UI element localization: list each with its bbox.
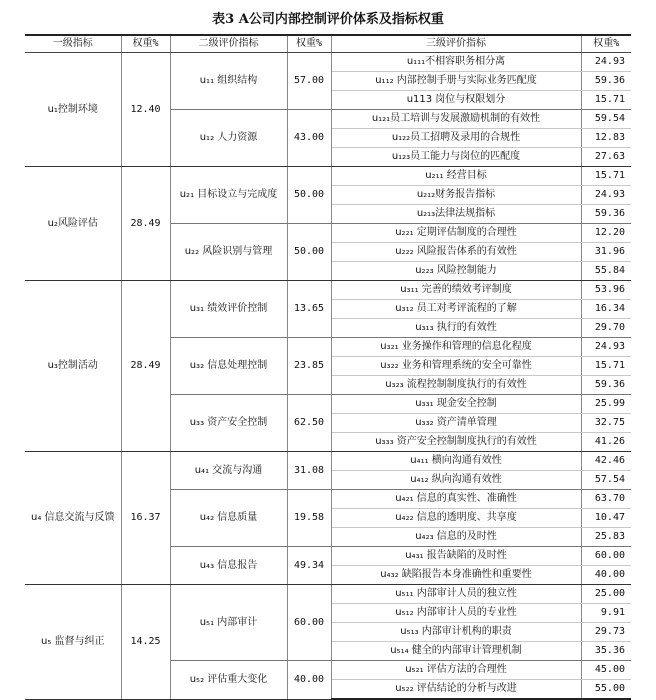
level3-indicator: u₃₂₂ 业务和管理系统的安全可靠性 [331,357,581,376]
level2-indicator: u₅₁ 内部审计 [170,585,287,661]
level1-weight: 14.25 [121,585,170,700]
level3-weight: 9.91 [581,604,631,623]
level2-indicator: u₃₁ 绩效评价控制 [170,281,287,338]
level3-indicator: u₄₂₃ 信息的及时性 [331,528,581,547]
level3-weight: 10.47 [581,509,631,528]
level3-weight: 24.93 [581,53,631,72]
level3-weight: 15.71 [581,91,631,110]
level3-indicator: u₃₁₁ 完善的绩效考评制度 [331,281,581,300]
indicator-weight-table [25,34,631,700]
level2-indicator: u₂₁ 目标设立与完成度 [170,167,287,224]
level3-indicator: u₄₂₂ 信息的透明度、共享度 [331,509,581,528]
level1-indicator: u₂风险评估 [25,167,121,281]
level3-indicator: u₁₂₁员工培训与发展激励机制的有效性 [331,110,581,129]
level3-weight: 60.00 [581,547,631,566]
level2-weight: 49.34 [287,547,331,585]
table-row [25,281,631,300]
level3-weight: 15.71 [581,357,631,376]
level3-weight: 32.75 [581,414,631,433]
level2-weight: 57.00 [287,53,331,110]
level3-indicator: u₃₁₂ 员工对考评流程的了解 [331,300,581,319]
level3-indicator: u113 岗位与权限划分 [331,91,581,110]
level3-weight: 24.93 [581,186,631,205]
level3-weight: 35.36 [581,642,631,661]
level3-weight: 45.00 [581,661,631,680]
level3-weight: 25.99 [581,395,631,414]
header-level2: 二级评价指标 [170,35,287,53]
level3-weight: 29.73 [581,623,631,642]
level3-weight: 25.00 [581,585,631,604]
level3-indicator: u₂₂₂ 风险报告体系的有效性 [331,243,581,262]
level3-weight: 12.83 [581,129,631,148]
level1-indicator: u₁控制环境 [25,53,121,167]
level1-weight: 28.49 [121,281,170,452]
level2-weight: 50.00 [287,224,331,281]
level3-weight: 31.96 [581,243,631,262]
level2-weight: 13.65 [287,281,331,338]
level3-indicator: u₄₃₁ 报告缺陷的及时性 [331,547,581,566]
level3-indicator: u₂₁₃法律法规指标 [331,205,581,224]
level3-indicator: u₃₂₃ 流程控制制度执行的有效性 [331,376,581,395]
level3-indicator: u₂₁₁ 经营目标 [331,167,581,186]
level2-weight: 19.58 [287,490,331,547]
level1-indicator: u₄ 信息交流与反馈 [25,452,121,585]
table-row [25,167,631,186]
header-weight3: 权重% [581,35,631,53]
level2-indicator: u₄₁ 交流与沟通 [170,452,287,490]
level3-weight: 41.26 [581,433,631,452]
level2-indicator: u₁₂ 人力资源 [170,110,287,167]
level3-indicator: u₃₂₁ 业务操作和管理的信息化程度 [331,338,581,357]
level2-indicator: u₃₂ 信息处理控制 [170,338,287,395]
level2-weight: 60.00 [287,585,331,661]
level3-indicator: u₁₂₂员工招聘及录用的合规性 [331,129,581,148]
table-title: 表3 A公司内部控制评价体系及指标权重 [212,12,444,27]
table-header-row [25,35,631,53]
table-body [25,53,631,700]
level2-weight: 50.00 [287,167,331,224]
level2-weight: 23.85 [287,338,331,395]
level3-weight: 12.20 [581,224,631,243]
level2-indicator: u₂₂ 风险识别与管理 [170,224,287,281]
level3-indicator: u₂₂₁ 定期评估制度的合理性 [331,224,581,243]
level3-weight: 53.96 [581,281,631,300]
table-row [25,452,631,471]
table-row [25,585,631,604]
level1-indicator: u₅ 监督与纠正 [25,585,121,700]
level3-indicator: u₄₁₁ 横向沟通有效性 [331,452,581,471]
level2-weight: 40.00 [287,661,331,700]
level3-weight: 27.63 [581,148,631,167]
level3-weight: 55.00 [581,680,631,700]
level2-weight: 31.08 [287,452,331,490]
level3-weight: 15.71 [581,167,631,186]
level3-indicator: u₄₃₂ 缺陷报告本身准确性和重要性 [331,566,581,585]
level2-indicator: u₅₂ 评估重大变化 [170,661,287,700]
level3-weight: 59.36 [581,72,631,91]
level2-indicator: u₃₃ 资产安全控制 [170,395,287,452]
level3-indicator: u₃₃₂ 资产清单管理 [331,414,581,433]
level2-indicator: u₄₃ 信息报告 [170,547,287,585]
level3-indicator: u₅₂₂ 评估结论的分析与改进 [331,680,581,700]
level3-indicator: u₃₃₃ 资产安全控制制度执行的有效性 [331,433,581,452]
level3-indicator: u₅₁₄ 健全的内部审计管理机制 [331,642,581,661]
level1-weight: 12.40 [121,53,170,167]
level3-weight: 40.00 [581,566,631,585]
level3-weight: 63.70 [581,490,631,509]
level3-indicator: u₃₁₃ 执行的有效性 [331,319,581,338]
level3-weight: 59.36 [581,376,631,395]
header-level1: 一级指标 [25,35,121,53]
level3-weight: 55.84 [581,262,631,281]
header-level3: 三级评价指标 [331,35,581,53]
level1-weight: 28.49 [121,167,170,281]
level3-indicator: u₅₁₂ 内部审计人员的专业性 [331,604,581,623]
level3-indicator: u₄₂₁ 信息的真实性、准确性 [331,490,581,509]
level3-indicator: u₅₂₁ 评估方法的合理性 [331,661,581,680]
level2-indicator: u₄₂ 信息质量 [170,490,287,547]
level3-weight: 16.34 [581,300,631,319]
header-weight1: 权重% [121,35,170,53]
level3-weight: 59.36 [581,205,631,224]
level3-weight: 25.83 [581,528,631,547]
level2-weight: 43.00 [287,110,331,167]
level3-indicator: u₁₂₃员工能力与岗位的匹配度 [331,148,581,167]
level3-indicator: u₃₃₁ 现金安全控制 [331,395,581,414]
level1-indicator: u₃控制活动 [25,281,121,452]
level2-indicator: u₁₁ 组织结构 [170,53,287,110]
level3-weight: 57.54 [581,471,631,490]
level3-indicator: u₂₁₂财务报告指标 [331,186,581,205]
level3-indicator: u₁₁₁不相容职务相分离 [331,53,581,72]
header-weight2: 权重% [287,35,331,53]
level3-weight: 24.93 [581,338,631,357]
level3-indicator: u₂₂₃ 风险控制能力 [331,262,581,281]
level3-indicator: u₄₁₂ 纵向沟通有效性 [331,471,581,490]
level1-weight: 16.37 [121,452,170,585]
level3-weight: 29.70 [581,319,631,338]
level3-indicator: u₁₁₂ 内部控制手册与实际业务匹配度 [331,72,581,91]
level3-weight: 59.54 [581,110,631,129]
level3-weight: 42.46 [581,452,631,471]
level3-indicator: u₅₁₁ 内部审计人员的独立性 [331,585,581,604]
level3-indicator: u₅₁₃ 内部审计机构的职责 [331,623,581,642]
level2-weight: 62.50 [287,395,331,452]
table-row [25,53,631,72]
